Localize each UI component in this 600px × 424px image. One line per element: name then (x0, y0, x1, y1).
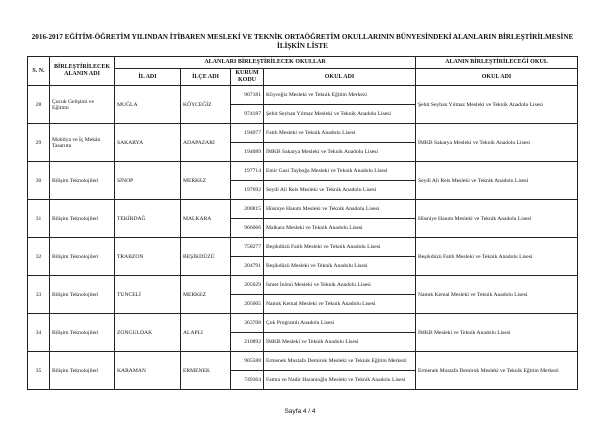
kurum-code-cell: 907181 (231, 86, 264, 105)
target-school-cell: Namık Kemal Mesleki ve Teknik Anadolu Lisesi (416, 276, 578, 314)
header-group-right: ALANIN BİRLEŞTİRİLECEĞİ OKUL (416, 57, 578, 69)
title-line-2: İLİŞKİN LİSTE (277, 42, 328, 50)
target-school-cell: Hüsniye Hanım Mesleki ve Teknik Anadolu Lisesi (416, 200, 578, 238)
school-name-cell: Emir Gazi Tayboğa Mesleki ve Teknik Anadolu Lisesi (264, 162, 416, 181)
sn-cell: 33 (28, 276, 50, 314)
school-name-cell: Fatma ve Nadir Haranioğlu Mesleki ve Teknik Anadolu Lisesi (264, 371, 416, 390)
ilce-cell: MERKEZ (181, 162, 231, 200)
ilce-cell: ALAPLI (181, 314, 231, 352)
ilce-cell: ERMENEK (181, 352, 231, 390)
school-name-cell: İsmet İnönü Mesleki ve Teknik Anadolu Lisesi (264, 276, 416, 295)
table-row (28, 314, 578, 333)
il-cell: KARAMAN (115, 352, 181, 390)
alan-cell: Çocuk Gelişimi ve Eğitimi (50, 86, 115, 124)
page-title (30, 33, 575, 51)
alan-cell: Bilişim Teknolojileri (50, 200, 115, 238)
sn-cell: 29 (28, 124, 50, 162)
kurum-code-cell: 194089 (231, 143, 264, 162)
school-name-cell: Şehit Seyhan Yılmaz Mesleki ve Teknik Anadolu Lisesi (264, 105, 416, 124)
kurum-code-cell: 363708 (231, 314, 264, 333)
school-name-cell: Köyceğiz Mesleki ve Teknik Eğitim Merkezi (264, 86, 416, 105)
sn-cell: 28 (28, 86, 50, 124)
kurum-code-cell: 194077 (231, 124, 264, 143)
table-row (28, 162, 578, 181)
alan-cell: Bilişim Teknolojileri (50, 352, 115, 390)
school-name-cell: Çok Programlı Anadolu Lisesi (264, 314, 416, 333)
target-school-cell: İMKB Sakarya Mesleki ve Teknik Anadolu Lisesi (416, 124, 578, 162)
target-school-cell: Ermenek Mustafa Demirok Mesleki ve Teknik Eğitim Merkezi (416, 352, 578, 390)
kurum-code-cell: 205029 (231, 276, 264, 295)
kurum-code-cell: 204791 (231, 257, 264, 276)
sn-cell: 34 (28, 314, 50, 352)
il-cell: TUNCELİ (115, 276, 181, 314)
header-okul: OKUL ADI (264, 69, 416, 86)
kurum-code-cell: 200815 (231, 200, 264, 219)
table-row (28, 86, 578, 105)
target-school-cell: Seydi Ali Reis Mesleki ve Teknik Anadolu Lisesi (416, 162, 578, 200)
kurum-code-cell: 205005 (231, 295, 264, 314)
alan-cell: Bilişim Teknolojileri (50, 162, 115, 200)
table-row (28, 124, 578, 143)
title-line-1: 2016-2017 EĞİTİM-ÖĞRETİM YILINDAN İTİBAREN MESLEKİ VE TEKNİK ORTAÖĞRETİM OKULLARININ BÜNYESİNDEKİ ALANLARIN BİRLEŞTİRİLMESİNE (31, 33, 574, 41)
header-group-left: ALANLARI BİRLEŞTİRİLECEK OKULLAR (115, 57, 416, 69)
ilce-cell: MALKARA (181, 200, 231, 238)
header-alan: BİRLEŞTİRİLECEK ALANIN ADI (50, 57, 115, 86)
kurum-code-cell: 758277 (231, 238, 264, 257)
alan-cell: Bilişim Teknolojileri (50, 276, 115, 314)
ilce-cell: MERKEZ (181, 276, 231, 314)
ilce-cell: BEŞİKDÜZÜ (181, 238, 231, 276)
school-name-cell: Seydi Ali Reis Mesleki ve Teknik Anadolu Lisesi (264, 181, 416, 200)
page-number: Sayfa 4 / 4 (284, 408, 316, 415)
sn-cell: 30 (28, 162, 50, 200)
il-cell: SİNOP (115, 162, 181, 200)
target-school-cell: İMKB Mesleki ve Teknik Anadolu Lisesi (416, 314, 578, 352)
school-name-cell: Namık Kemal Mesleki ve Teknik Anadolu Lisesi (264, 295, 416, 314)
kurum-code-cell: 905588 (231, 352, 264, 371)
table-row (28, 200, 578, 219)
kurum-code-cell: 197692 (231, 181, 264, 200)
school-name-cell: İMKB Sakarya Mesleki ve Teknik Anadolu Lisesi (264, 143, 416, 162)
table-row (28, 352, 578, 371)
alan-cell: Mobilya ve İç Mekân Tasarımı (50, 124, 115, 162)
kurum-code-cell: 974187 (231, 105, 264, 124)
alan-cell: Bilişim Teknolojileri (50, 238, 115, 276)
header-ilce: İLÇE ADI (181, 69, 231, 86)
alan-cell: Bilişim Teknolojileri (50, 314, 115, 352)
kurum-code-cell: 966066 (231, 219, 264, 238)
kurum-code-cell: 210892 (231, 333, 264, 352)
ilce-cell: ADAPAZARI (181, 124, 231, 162)
target-school-cell: Beşikdüzü Fatih Mesleki ve Teknik Anadolu Lisesi (416, 238, 578, 276)
merge-table (27, 56, 578, 390)
school-name-cell: Hüsniye Hanım Mesleki ve Teknik Anadolu Lisesi (264, 200, 416, 219)
target-school-cell: Şehit Seyhan Yılmaz Mesleki ve Teknik Anadolu Lisesi (416, 86, 578, 124)
il-cell: MUĞLA (115, 86, 181, 124)
header-sn: S. N. (28, 57, 50, 86)
header-il: İL ADI (115, 69, 181, 86)
school-name-cell: Beşikdüzü Fatih Mesleki ve Teknik Anadolu Lisesi (264, 238, 416, 257)
kurum-code-cell: 749364 (231, 371, 264, 390)
sn-cell: 31 (28, 200, 50, 238)
school-name-cell: İMKB Mesleki ve Teknik Anadolu Lisesi (264, 333, 416, 352)
sn-cell: 35 (28, 352, 50, 390)
ilce-cell: KÖYCEĞİZ (181, 86, 231, 124)
table-row (28, 276, 578, 295)
school-name-cell: Ermenek Mustafa Demirok Mesleki ve Teknik Eğitim Merkezi (264, 352, 416, 371)
header-kurum: KURUM KODU (231, 69, 264, 86)
header-okul-right: OKUL ADI (416, 69, 578, 86)
il-cell: SAKARYA (115, 124, 181, 162)
table-body (28, 86, 578, 390)
il-cell: TRABZON (115, 238, 181, 276)
table-row (28, 238, 578, 257)
sn-cell: 32 (28, 238, 50, 276)
school-name-cell: Malkara Mesleki ve Teknik Anadolu Lisesi (264, 219, 416, 238)
school-name-cell: Beşikdüzü Mesleki ve Teknik Anadolu Lisesi (264, 257, 416, 276)
school-name-cell: Fatih Mesleki ve Teknik Anadolu Lisesi (264, 124, 416, 143)
kurum-code-cell: 197714 (231, 162, 264, 181)
il-cell: TEKİRDAĞ (115, 200, 181, 238)
il-cell: ZONGULDAK (115, 314, 181, 352)
